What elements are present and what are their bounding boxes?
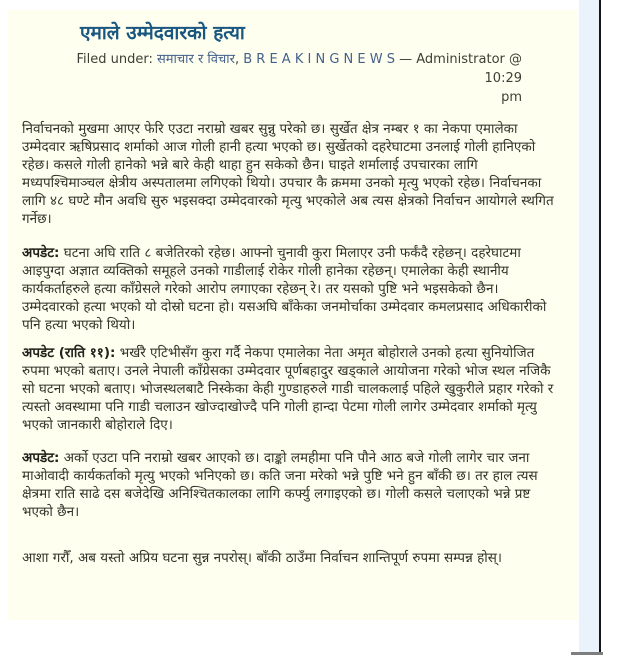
- post-body: [22, 120, 562, 567]
- paragraph-text: उम्मेदवारको हत्या भएको यो दोस्रो घटना हो। यसअघि बाँकेका जनमोर्चाका उम्मेदवार कमलप्रसाद अधिकारीको पनि हत्या भएको थियो।: [22, 299, 547, 333]
- paragraph: [22, 549, 562, 567]
- paragraph-text: अर्को एउटा पनि नराम्रो खबर आएको छ। दाङ्को लमहीमा पनि पौने आठ बजे गोली लागेर चार जना माओवादी कार्यकर्ताको मृत्यु भएको भनिएको छ। कति जना मरेको भन्ने पुष्टि भने हुन बाँकी छ। तर हाल त्यस क्षेत्रमा राति साढे दस बजेदेखि अनिश्चितकालका लागि कर्फ्यु लगाइएको छ। गोली कसले चलाएको भन्ने प्रष्ट भएको छैन।: [22, 450, 538, 520]
- update-label: अपडेट (राति ११):: [22, 345, 116, 361]
- meta-comma: ,: [234, 52, 240, 67]
- category-link-breaking-news[interactable]: B R E A K I N G N E W S: [243, 52, 395, 67]
- update-label: अपडेट:: [22, 245, 60, 261]
- post-title: एमाले उम्मेदवारको हत्या: [80, 22, 245, 44]
- update-label: अपडेट:: [22, 450, 60, 466]
- paragraph-text: घटना अघि राति ८ बजेतिरको रहेछ। आफ्नो चुनावी कुरा मिलाएर उनी फर्कंदै रहेछन्। दहरेघाटमा आइपुग्दा अज्ञात व्यक्तिको समूहले उनको गाडीलाई रोकेर गोली हानेका रहेछन्। एमालेका केही स्थानीय कार्यकर्ताहरुले हत्या काँग्रेसले गरेको आरोप लगाएका रहेछन् रे। तर यसको पुष्टि भने भइसकेको छैन।: [22, 245, 521, 297]
- filed-under-label: Filed under:: [76, 52, 153, 67]
- paragraph: [22, 449, 562, 521]
- post-content-area: [8, 10, 578, 620]
- post-meta: [68, 50, 522, 107]
- right-side-strip: [579, 0, 599, 653]
- bottom-foot-line: [571, 652, 603, 655]
- category-link-news-views[interactable]: समाचार र विचार: [156, 52, 235, 67]
- paragraph: [22, 244, 562, 334]
- byline-wrap-pm: pm: [501, 90, 522, 105]
- paragraph: [22, 120, 562, 228]
- byline-author-time: — Administrator @ 10:29: [399, 52, 522, 86]
- paragraph-text: निर्वाचनको मुखमा आएर फेरि एउटा नराम्रो खबर सुन्नु परेको छ। सुर्खेत क्षेत्र नम्बर १ का नेकपा एमालेका उम्मेदवार ऋषिप्रसाद शर्माको आज गोली हानी हत्या भएको छ। सुर्खेतको दहरेघाटमा उनलाई गोली हानिएको रहेछ। कसले गोली हानेको भन्ने बारे केही थाहा हुन सकेको छैन। घाइते शर्मालाई उपचारका लागि मध्यपश्चिमाञ्चल क्षेत्रीय अस्पतालमा लगिएको थियो। उपचार कै क्रममा उनको मृत्यु भएको रहेछ। निर्वाचनका लागि ४८ घण्टे मौन अवधि सुरु भइसक्दा उम्मेदवारको मृत्यु भएकोले अब त्यस क्षेत्रको निर्वाचन आयोगले स्थगित गर्नेछ।: [22, 121, 554, 227]
- paragraph-text: आशा गरौँ, अब यस्तो अप्रिय घटना सुन्न नपरोस्। बाँकी ठाउँमा निर्वाचन शान्तिपूर्ण रुपमा सम्पन्न होस्।: [22, 550, 502, 566]
- paragraph-text: भर्खरै एटिभीसँग कुरा गर्दै नेकपा एमालेका नेता अमृत बोहोराले उनको हत्या सुनियोजित रुपमा भएको बताए। उनले नेपाली काँग्रेसका उम्मेदवार पूर्णबहादुर खड्काले आयोजना गरेको भोज स्थल नजिकै सो घटना भएको बताए। भोजस्थलबाटै निस्केका केही गुण्डाहरुले गाडी चालकलाई पहिले खुकुरीले प्रहार गरेको र त्यस्तो अवस्थामा पनि गाडी चलाउन खोज्दाखोज्दै पनि गोली हान्दा पेटमा गोली लागेर उम्मेदवार शर्माको मृत्यु भएको जानकारी बोहोराले दिए।: [22, 345, 554, 433]
- paragraph: [22, 344, 562, 434]
- right-border-line: [599, 0, 601, 653]
